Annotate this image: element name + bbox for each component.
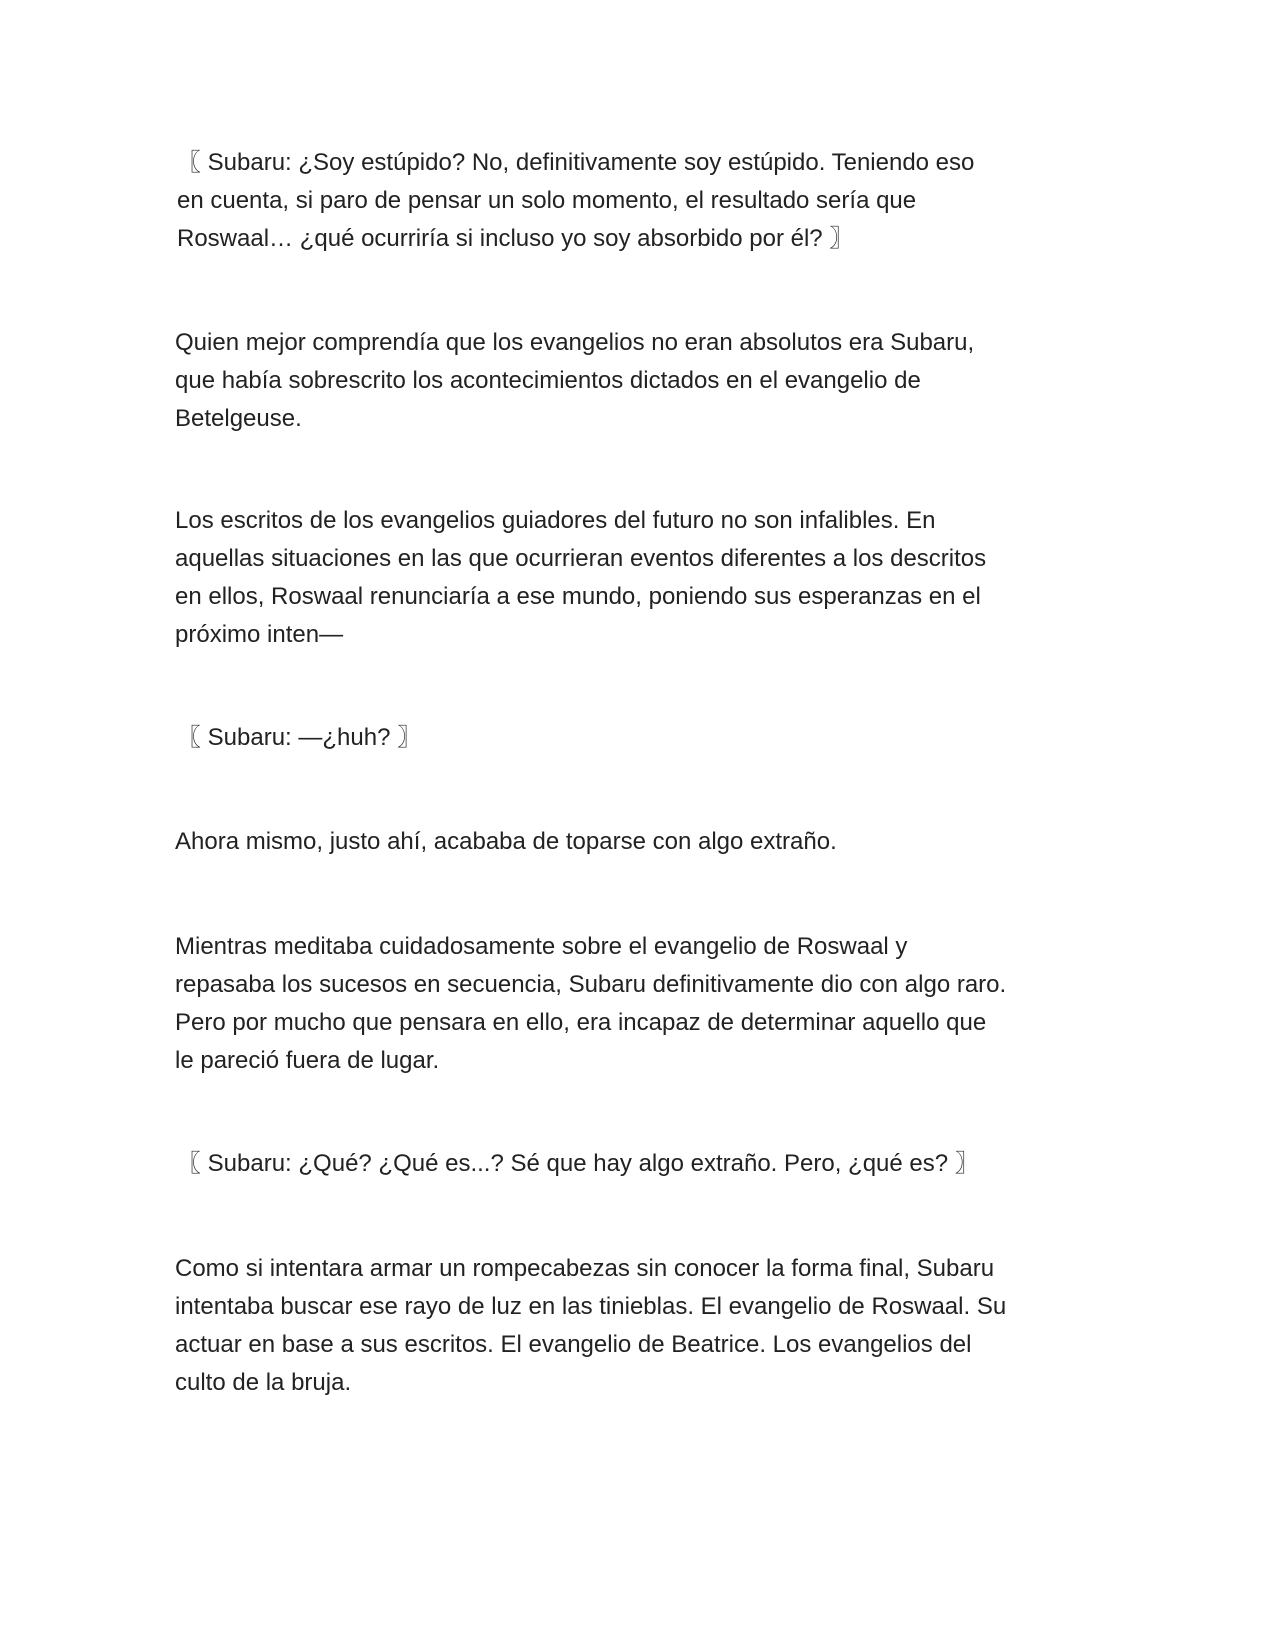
dialogue-paragraph-1: 〖 Subaru: ¿Soy estúpido? No, definitivamente soy estúpido. Teniendo eso en cuenta, si paro de pensar un solo momento, el resultado sería que Roswaal… ¿qué ocurriría si incluso yo soy absorbido por él? 〗	[177, 149, 975, 252]
narrative-paragraph-3: Los escritos de los evangelios guiadores del futuro no son infalibles. En aquellas situaciones en las que ocurrieran eventos diferentes a los descritos en ellos, Roswaal renunciaría a ese mundo, poniendo sus esperanzas en el próximo inten—	[175, 507, 987, 648]
narrative-paragraph-8: Como si intentara armar un rompecabezas sin conocer la forma final, Subaru intentaba buscar ese rayo de luz en las tinieblas. El evangelio de Roswaal. Su actuar en base a sus escritos. El evangelio de Beatrice. Los evangelios del culto de la bruja.	[175, 1255, 1007, 1396]
narrative-paragraph-5: Ahora mismo, justo ahí, acababa de toparse con algo extraño.	[175, 828, 837, 855]
dialogue-paragraph-4: 〖 Subaru: —¿huh? 〗	[177, 724, 422, 751]
narrative-paragraph-6: Mientras meditaba cuidadosamente sobre el evangelio de Roswaal y repasaba los sucesos en secuencia, Subaru definitivamente dio con algo raro. Pero por mucho que pensara en ello, era incapaz de determinar aquello que le pareció fuera de lugar.	[175, 933, 1007, 1074]
dialogue-paragraph-7: 〖 Subaru: ¿Qué? ¿Qué es...? Sé que hay algo extraño. Pero, ¿qué es? 〗	[177, 1150, 979, 1177]
narrative-paragraph-2: Quien mejor comprendía que los evangelios no eran absolutos era Subaru, que había sobrescrito los acontecimientos dictados en el evangelio de Betelgeuse.	[175, 329, 975, 432]
